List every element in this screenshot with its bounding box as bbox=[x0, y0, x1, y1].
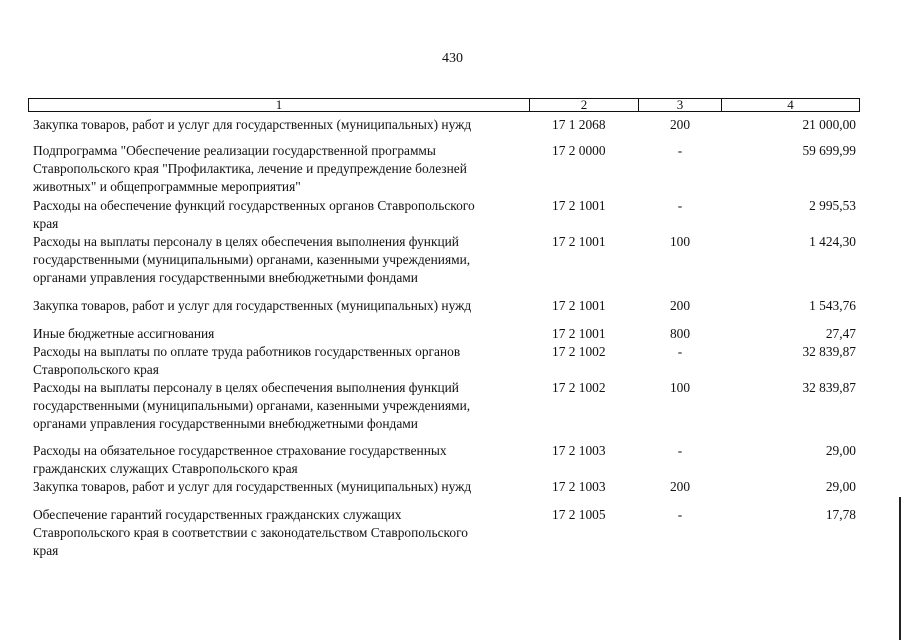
row-name-line: Иные бюджетные ассигнования bbox=[33, 326, 215, 341]
page-number: 430 bbox=[442, 51, 463, 66]
row-sum: 1 424,30 bbox=[809, 234, 856, 249]
row-sum: 29,00 bbox=[825, 443, 856, 458]
row-name-line: Ставропольского края bbox=[33, 362, 159, 377]
row-name-line: Закупка товаров, работ и услуг для государственных (муниципальных) нужд bbox=[33, 117, 472, 132]
row-vr: - bbox=[677, 443, 683, 458]
row-code: 17 2 1002 bbox=[552, 380, 606, 395]
row-name-line: Расходы на обязательное государственное страхование государственных bbox=[33, 443, 447, 458]
row-code: 17 2 1001 bbox=[552, 198, 606, 213]
row-code: 17 2 1003 bbox=[552, 479, 606, 494]
row-vr: 100 bbox=[669, 380, 691, 395]
row-name bbox=[33, 343, 528, 379]
row-vr: 200 bbox=[669, 117, 691, 132]
row-code: 17 2 1001 bbox=[552, 298, 606, 313]
row-code: 17 2 1005 bbox=[552, 507, 606, 522]
scan-edge-line bbox=[899, 497, 901, 640]
header-col-2: 2 bbox=[530, 99, 639, 111]
row-name-line: края bbox=[33, 543, 59, 558]
row-sum: 29,00 bbox=[825, 479, 856, 494]
row-sum: 21 000,00 bbox=[802, 117, 856, 132]
row-name-line: Расходы на обеспечение функций государственных органов Ставропольского bbox=[33, 198, 475, 213]
row-name-line: Закупка товаров, работ и услуг для государственных (муниципальных) нужд bbox=[33, 479, 472, 494]
row-vr: - bbox=[677, 198, 683, 213]
row-name bbox=[33, 325, 528, 343]
row-sum: 59 699,99 bbox=[802, 143, 856, 158]
row-name bbox=[33, 442, 528, 478]
header-col-4: 4 bbox=[787, 97, 794, 112]
row-name-line: Расходы на выплаты по оплате труда работников государственных органов bbox=[33, 344, 461, 359]
row-vr: - bbox=[677, 507, 683, 522]
row-sum: 27,47 bbox=[825, 326, 856, 341]
row-name-line: Подпрограмма "Обеспечение реализации государственной программы bbox=[33, 143, 436, 158]
row-name-line: государственными (муниципальными) органами, казенными учреждениями, bbox=[33, 398, 471, 413]
row-name bbox=[33, 478, 528, 496]
row-name bbox=[33, 297, 528, 315]
row-vr: - bbox=[677, 344, 683, 359]
row-name-line: органами управления государственными внебюджетными фондами bbox=[33, 270, 418, 285]
row-code: 17 2 1001 bbox=[552, 234, 606, 249]
row-name bbox=[33, 116, 528, 134]
row-code: 17 1 2068 bbox=[552, 117, 606, 132]
row-name-line: Расходы на выплаты персоналу в целях обеспечения выполнения функций bbox=[33, 380, 459, 395]
row-name bbox=[33, 142, 528, 196]
row-vr: - bbox=[677, 143, 683, 158]
row-sum: 32 839,87 bbox=[802, 344, 856, 359]
row-name-line: Расходы на выплаты персоналу в целях обеспечения выполнения функций bbox=[33, 234, 459, 249]
row-code: 17 2 1001 bbox=[552, 326, 606, 341]
row-code: 17 2 1002 bbox=[552, 344, 606, 359]
row-name-line: Ставропольского края в соответствии с законодательством Ставропольского bbox=[33, 525, 468, 540]
row-name-line: Обеспечение гарантий государственных гражданских служащих bbox=[33, 507, 402, 522]
row-name bbox=[33, 379, 528, 433]
table-header bbox=[28, 98, 860, 112]
row-sum: 17,78 bbox=[825, 507, 856, 522]
row-code: 17 2 0000 bbox=[552, 143, 606, 158]
header-col-3: 3 bbox=[639, 99, 722, 111]
row-name-line: органами управления государственными внебюджетными фондами bbox=[33, 416, 418, 431]
row-sum: 1 543,76 bbox=[809, 298, 856, 313]
row-code: 17 2 1003 bbox=[552, 443, 606, 458]
row-name bbox=[33, 506, 528, 560]
row-vr: 100 bbox=[669, 234, 691, 249]
row-name-line: государственными (муниципальными) органами, казенными учреждениями, bbox=[33, 252, 471, 267]
row-vr: 800 bbox=[669, 326, 691, 341]
row-sum: 32 839,87 bbox=[802, 380, 856, 395]
row-name-line: гражданских служащих Ставропольского края bbox=[33, 461, 298, 476]
row-name-line: края bbox=[33, 216, 59, 231]
row-name bbox=[33, 233, 528, 287]
row-vr: 200 bbox=[669, 479, 691, 494]
row-vr: 200 bbox=[669, 298, 691, 313]
header-col-1: 1 bbox=[29, 99, 530, 111]
row-name-line: животных" и общепрограммные мероприятия" bbox=[33, 179, 301, 194]
row-name-line: Ставропольского края "Профилактика, лечение и предупреждение болезней bbox=[33, 161, 467, 176]
row-sum: 2 995,53 bbox=[809, 198, 856, 213]
row-name-line: Закупка товаров, работ и услуг для государственных (муниципальных) нужд bbox=[33, 298, 472, 313]
row-name bbox=[33, 197, 528, 233]
